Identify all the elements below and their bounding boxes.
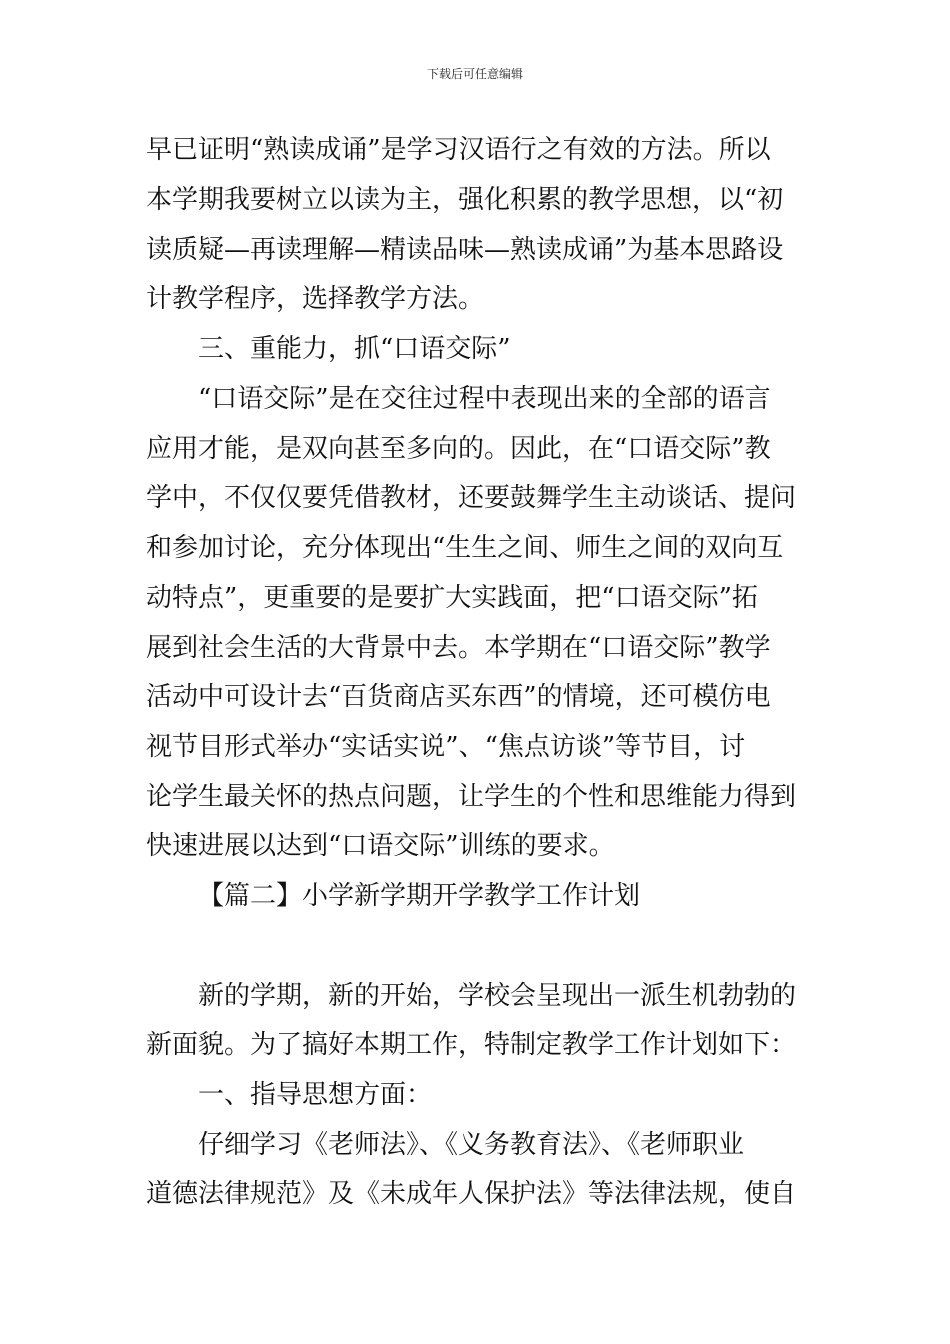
body-line: 活动中可设计去“百货商店买东西”的情境，还可模仿电 <box>146 682 771 712</box>
body-line: 道德法律规范》及《未成年人保护法》等法律法规，使自 <box>146 1179 797 1209</box>
body-line: 本学期我要树立以读为主，强化积累的教学思想，以“初 <box>146 185 784 215</box>
body-line: 计教学程序，选择教学方法。 <box>146 284 485 314</box>
body-line: 和参加讨论，充分体现出“生生之间、师生之间的双向互 <box>146 533 784 563</box>
body-line: 应用才能，是双向甚至多向的。因此，在“口语交际”教 <box>146 434 771 464</box>
body-line: 快速进展以达到“口语交际”训练的要求。 <box>146 831 615 861</box>
article-heading: 【篇二】小学新学期开学教学工作计划 <box>198 881 641 911</box>
body-line: 早已证明“熟读成诵”是学习汉语行之有效的方法。所以 <box>146 135 771 165</box>
body-line: 读质疑—再读理解—精读品味—熟读成诵”为基本思路设 <box>146 235 784 265</box>
body-line: 新面貌。为了搞好本期工作，特制定教学工作计划如下： <box>146 1030 797 1060</box>
body-line: “口语交际”是在交往过程中表现出来的全部的语言 <box>198 384 771 414</box>
body-line: 论学生最关怀的热点问题，让学生的个性和思维能力得到 <box>146 782 797 812</box>
body-line: 展到社会生活的大背景中去。本学期在“口语交际”教学 <box>146 633 771 663</box>
body-line: 新的学期，新的开始，学校会呈现出一派生机勃勃的 <box>198 981 797 1011</box>
body-line: 仔细学习《老师法》、《义务教育法》、《老师职业 <box>198 1130 745 1160</box>
section-heading: 一、指导思想方面： <box>198 1080 433 1110</box>
body-line: 学中，不仅仅要凭借教材，还要鼓舞学生主动谈话、提问 <box>146 483 797 513</box>
body-line: 动特点”，更重要的是要扩大实践面，把“口语交际”拓 <box>146 583 758 613</box>
body-line: 视节目形式举办“实话实说”、“焦点访谈”等节目，讨 <box>146 732 746 762</box>
page-header: 下载后可任意编辑 <box>426 67 523 81</box>
section-heading: 三、重能力，抓“口语交际” <box>198 334 511 364</box>
